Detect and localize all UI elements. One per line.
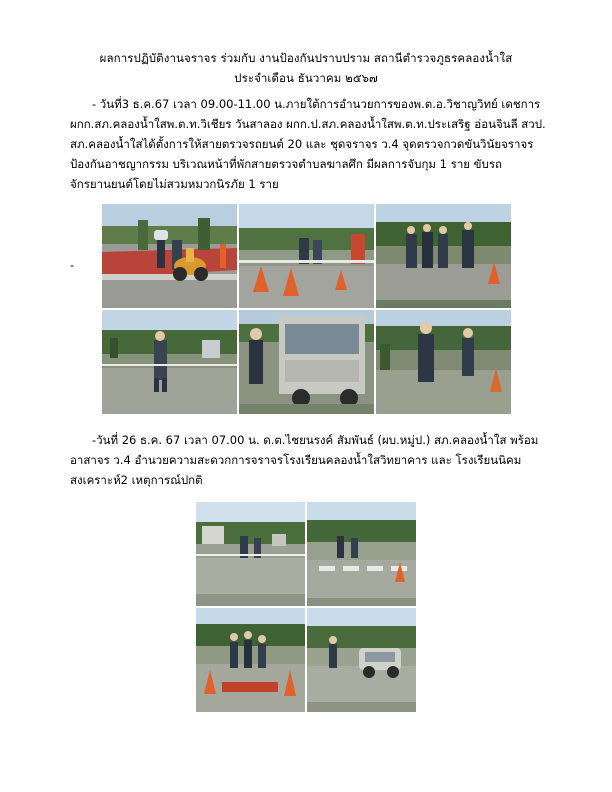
photo-grid-top [102, 204, 511, 414]
photo-checkpoint-cones [239, 204, 374, 308]
page-title-line-2: ประจำเดือน ธันวาคม ๒๕๖๗ [234, 71, 378, 85]
photo-officer-standing-road [102, 310, 237, 414]
page-title-line-1: ผลการปฏิบัติงานจราจร ร่วมกับ งานป้องกันปราบปราม สถานีตำรวจภูธรคลองน้ำใส [99, 51, 513, 65]
photo-officer-motorcycle-checkpoint [102, 204, 237, 308]
photo-officers-roadside [376, 204, 511, 308]
photo-traffic-car-school [307, 608, 416, 712]
photo-school-crossing-students [307, 502, 416, 606]
paragraph-december-26: -วันที่ 26 ธ.ค. 67 เวลา 07.00 น. ด.ต.ไชยนรงค์ สัมพันธ์ (ผบ.หมู่ป.) สภ.คลองน้ำใส พร้อมอาสาจร ว.4 อำนวยความสะดวกการจราจรโรงเรียนคลองน้ำใสวิทยาคาร และ โรงเรียนนิคมสงเคราะห์2 เหตุการณ์ปกติ [70, 433, 539, 487]
document-body-block [0, 88, 612, 194]
left-dash-marker: - [70, 258, 75, 272]
paragraph-december-3: - วันที่3 ธ.ค.67 เวลา 09.00-11.00 น.ภายใต้การอำนวยการของพ.ต.อ.วิชาญวิทย์ เดชการ ผกก.สภ.คลองน้ำใสพ.ต.ท.วิเชียร วันสาลอง ผกก.ป.สภ.คลองน้ำใสพ.ต.ท.ประเสริฐ อ่อนจินลี สวป. สภ.คลองน้ำใสได้ตั้งการให้สายตรวจรถยนต์ 20 และ ชุดจราจร ว.4 จุดตรวจกวดขันวินัยจราจร ป้องกันอาชญากรรม บริเวณหน้าที่พักสายตรวจตำบลฆาลศึก มีผลการจับกุม 1 ราย ขับรถจักรยานยนต์โดยไม่สวมหมวกนิรภัย 1 ราย [70, 97, 546, 191]
photo-school-traffic-morning [196, 502, 305, 606]
document-title-block [0, 0, 612, 88]
document-body-block-2 [0, 414, 612, 490]
photo-truck-inspection [239, 310, 374, 414]
photo-officer-checkpoint-rear [376, 310, 511, 414]
photo-students-crossing-cones [196, 608, 305, 712]
photo-grid-bottom [196, 502, 416, 712]
